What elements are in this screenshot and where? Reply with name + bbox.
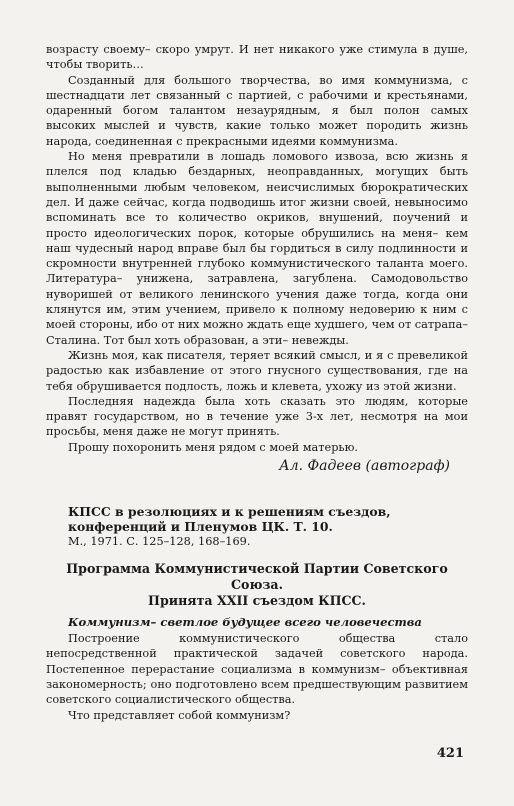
source-title: КПСС в резолюциях и к решениям съездов, конференций и Пленумов ЦК. Т. 10.	[68, 504, 391, 535]
page-number: 421	[436, 746, 464, 761]
letter-paragraph: возрасту своему– скоро умрут. И нет никакого уже стимула в душе, чтобы творить…	[46, 43, 468, 72]
letter-paragraph: Созданный для большого творчества, во имя коммунизма, с шестнадцати лет связанный с партией, с рабочими и крестьянами, одаренный богом талантом незаурядным, я был полон самых высоких мыслей и чувств, какие только может породить жизнь народа, соединенная с прекрасными идеями коммунизма.	[46, 73, 468, 148]
letter-paragraph: Жизнь моя, как писателя, теряет всякий смысл, и я с превеликой радостью как избавление от этого гнусного существования, где на тебя обрушивается подлость, ложь и клевета, ухожу из этой жизни.	[46, 348, 468, 393]
program-heading-line: Программа Коммунистической Партии Советского Союза.	[66, 561, 448, 593]
letter-paragraph: Прошу похоронить меня рядом с моей матерью.	[68, 440, 359, 454]
program-paragraph: Построение коммунистического общества стало непосредственной практической задачей советского народа. Постепенное перерастание социализма в коммунизм– объективная закономерность; оно подготовлено всем предшествующим развитием советского социалистического общества.	[46, 632, 468, 707]
program-subheading: Коммунизм– светлое будущее всего человечества	[68, 615, 422, 630]
letter-paragraph: Последняя надежда была хоть сказать это людям, которые правят государством, но в течение уже 3-х лет, несмотря на мои просьбы, меня даже не могут принять.	[46, 394, 468, 439]
program-heading-line: Принята XXII съездом КПСС.	[148, 593, 366, 609]
program-paragraph: Что представляет собой коммунизм?	[68, 708, 291, 722]
letter-signature: Ал. Фадеев (автограф)	[279, 458, 450, 475]
program-heading	[46, 561, 468, 609]
letter-paragraph: Но меня превратили в лошадь ломового извоза, всю жизнь я плелся под кладью бездарных, неоправданных, могущих быть выполненными любым человеком, неисчислимых бюрократических дел. И даже сейчас, когда подводишь итог жизни своей, невыносимо вспоминать все то количество окриков, внушений, поучений и просто идеологических порок, которые обрушились на меня– кем наш чудесный народ вправе был бы гордиться в силу подлинности и скромности внутренней глубоко коммунистического таланта моего. Литература– унижена, затравлена, загублена. Самодовольство нуворишей от великого ленинского учения даже тогда, когда они клянутся им, этим учением, привело к полному недоверию к ним с моей стороны, ибо от них можно ждать еще худшего, чем от сатрапа– Сталина. Тот был хоть образован, а эти– невежды.	[46, 150, 468, 347]
source-reference: М., 1971. С. 125–128, 168–169.	[68, 535, 251, 549]
